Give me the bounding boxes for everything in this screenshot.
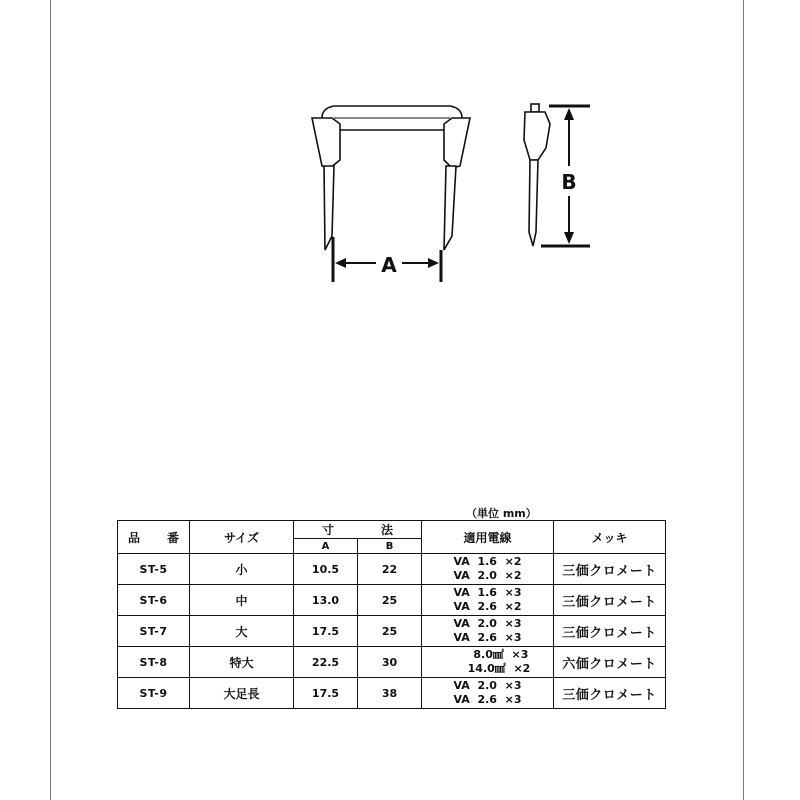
- dim-b-cell: 25: [358, 616, 422, 647]
- header-dimension-char2: 法: [380, 523, 393, 537]
- header-wire: 適用電線: [422, 521, 554, 554]
- dim-a-cell: 10.5: [294, 554, 358, 585]
- dimension-b-label: B: [561, 170, 577, 194]
- plating-cell: 三価クロメート: [554, 554, 666, 585]
- wire-cell: [422, 678, 554, 709]
- wire-cell: [422, 554, 554, 585]
- table-row: [118, 554, 666, 585]
- dim-b-cell: 25: [358, 585, 422, 616]
- size-cell: 大: [190, 616, 294, 647]
- dim-b-cell: 30: [358, 647, 422, 678]
- header-dimension: [294, 521, 422, 539]
- wire-cell: [422, 616, 554, 647]
- wire-line: 8.0㎟ ×3: [446, 648, 529, 661]
- dim-b-cell: 22: [358, 554, 422, 585]
- wire-line: VA 2.6 ×3: [453, 693, 522, 706]
- table-row: [118, 616, 666, 647]
- dim-b-cell: 38: [358, 678, 422, 709]
- wire-line: VA 2.0 ×3: [453, 679, 522, 692]
- plating-cell: 三価クロメート: [554, 616, 666, 647]
- part-code: ST-8: [118, 647, 190, 678]
- part-code: ST-7: [118, 616, 190, 647]
- table-row: [118, 585, 666, 616]
- part-code: ST-9: [118, 678, 190, 709]
- header-part-no: [118, 521, 190, 554]
- size-cell: 小: [190, 554, 294, 585]
- wire-cell: [422, 585, 554, 616]
- wire-line: VA 1.6 ×2: [453, 555, 522, 568]
- header-part-no-char2: 番: [166, 530, 179, 545]
- wire-line: VA 2.6 ×3: [453, 631, 522, 644]
- wire-line: VA 2.0 ×2: [453, 569, 522, 582]
- header-dim-b: B: [358, 539, 422, 554]
- wire-line: VA 2.6 ×2: [453, 600, 522, 613]
- wire-line: VA 1.6 ×3: [453, 586, 522, 599]
- staple-front-view: [312, 106, 470, 250]
- header-dim-a: A: [294, 539, 358, 554]
- part-code: ST-6: [118, 585, 190, 616]
- staple-side-view: [524, 104, 550, 246]
- header-dimension-char1: 寸: [322, 523, 335, 537]
- wire-cell: [422, 647, 554, 678]
- header-size: サイズ: [190, 521, 294, 554]
- dim-a-cell: 17.5: [294, 616, 358, 647]
- table-row: [118, 678, 666, 709]
- dim-a-cell: 13.0: [294, 585, 358, 616]
- part-code: ST-5: [118, 554, 190, 585]
- dim-a-cell: 22.5: [294, 647, 358, 678]
- wire-line: 14.0㎟ ×2: [444, 662, 531, 675]
- header-plating: メッキ: [554, 521, 666, 554]
- header-part-no-char1: 品: [128, 530, 141, 545]
- plating-cell: 三価クロメート: [554, 678, 666, 709]
- plating-cell: 三価クロメート: [554, 585, 666, 616]
- dimension-a-label: A: [381, 253, 397, 277]
- dim-a-cell: 17.5: [294, 678, 358, 709]
- size-cell: 大足長: [190, 678, 294, 709]
- plating-cell: 六価クロメート: [554, 647, 666, 678]
- size-cell: 特大: [190, 647, 294, 678]
- size-cell: 中: [190, 585, 294, 616]
- unit-note: （単位 mm）: [466, 507, 537, 520]
- table-row: [118, 647, 666, 678]
- spec-table: [117, 520, 666, 709]
- wire-line: VA 2.0 ×3: [453, 617, 522, 630]
